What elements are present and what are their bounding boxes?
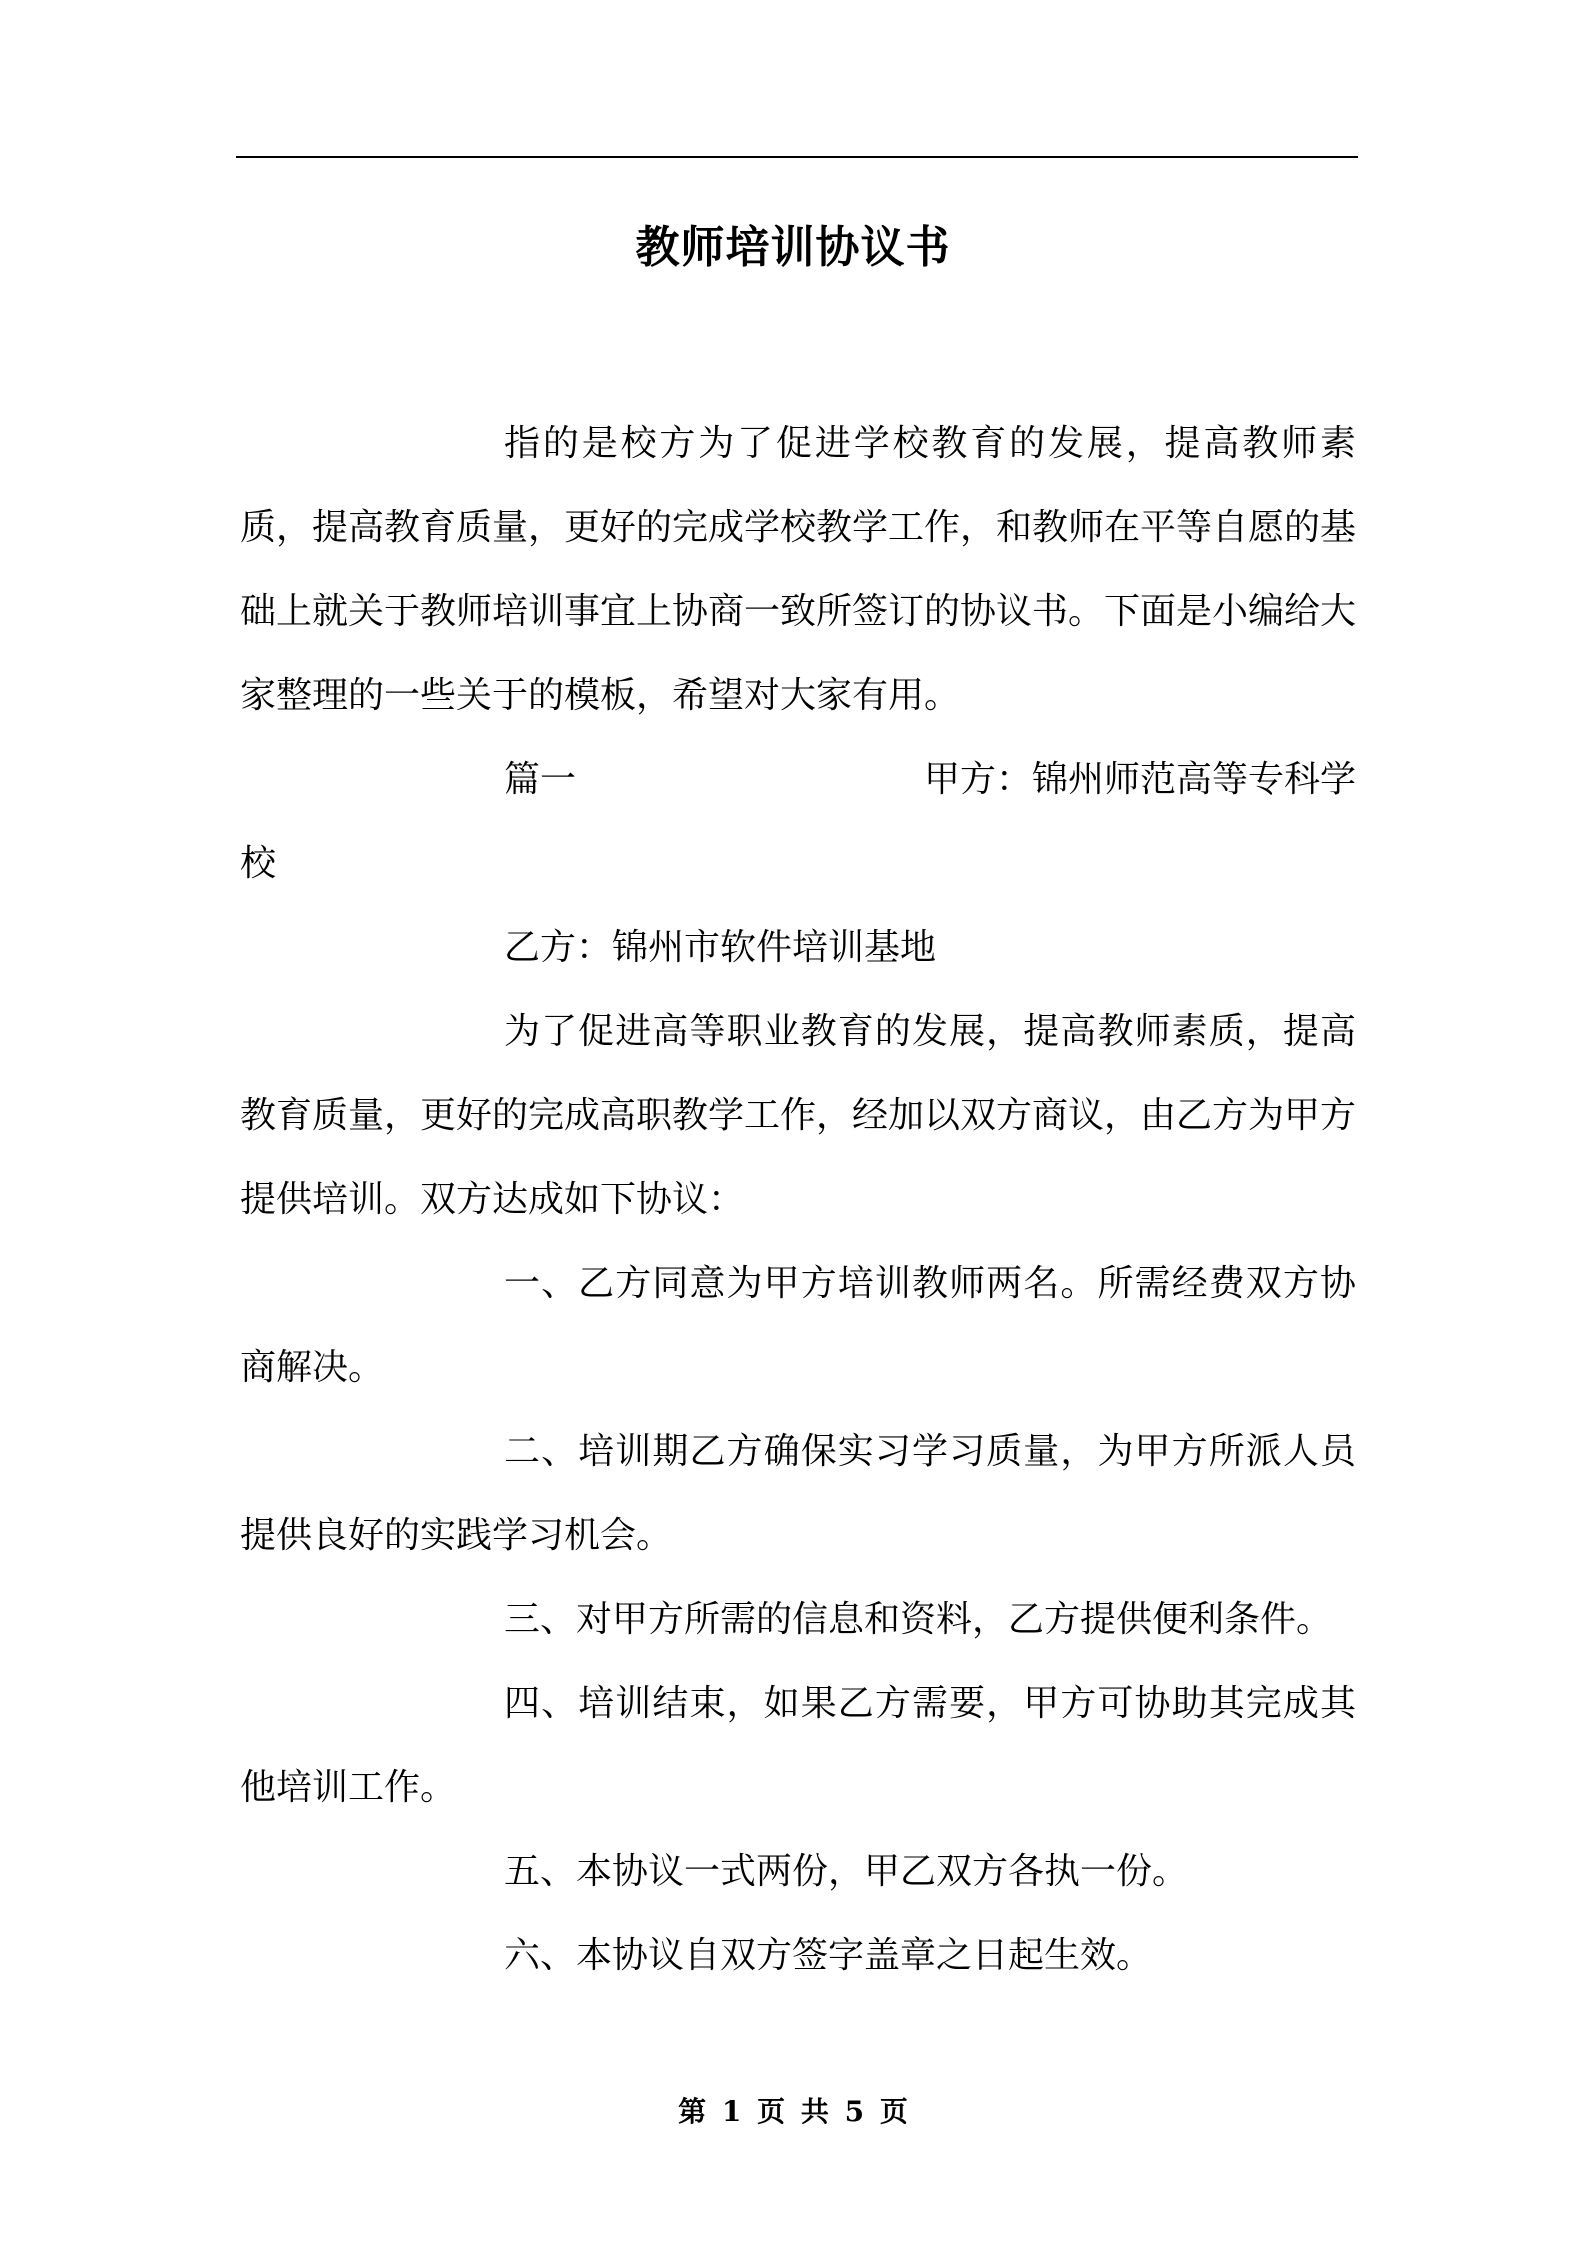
section-label: 篇一 [504,759,577,800]
clause-2: 二、培训期乙方确保实习学习质量，为甲方所派人员提供良好的实践学习机会。 [240,1431,1356,1556]
clause-4: 四、培训结束，如果乙方需要，甲方可协助其完成其他培训工作。 [240,1683,1356,1808]
header-rule [236,156,1358,158]
party-a-continuation: 校 [240,843,277,884]
preamble-paragraph: 为了促进高等职业教育的发展，提高教师素质，提高教育质量，更好的完成高职教学工作，经加以双方商议，由乙方为甲方提供培训。双方达成如下协议： [240,1011,1357,1220]
document-body [240,402,1356,1998]
section-heading-row [240,738,1356,822]
clause-3: 三、对甲方所需的信息和资料，乙方提供便利条件。 [504,1599,1333,1640]
clause-1: 一、乙方同意为甲方培训教师两名。所需经费双方协商解决。 [240,1263,1356,1388]
page-indicator: 第 1 页 共 5 页 [678,2095,908,2128]
intro-paragraph: 指的是校方为了促进学校教育的发展，提高教师素质，提高教育质量，更好的完成学校教学工作，和教师在平等自愿的基础上就关于教师培训事宜上协商一致所签订的协议书。下面是小编给大家整理的一些关于的模板，希望对大家有用。 [240,423,1357,716]
clause-5: 五、本协议一式两份，甲乙双方各执一份。 [504,1851,1189,1892]
party-b-line: 乙方：锦州市软件培训基地 [504,927,937,968]
clause-6: 六、本协议自双方签字盖章之日起生效。 [504,1935,1153,1976]
party-a-line: 甲方：锦州师范高等专科学 [923,759,1356,800]
document-title: 教师培训协议书 [635,222,951,273]
